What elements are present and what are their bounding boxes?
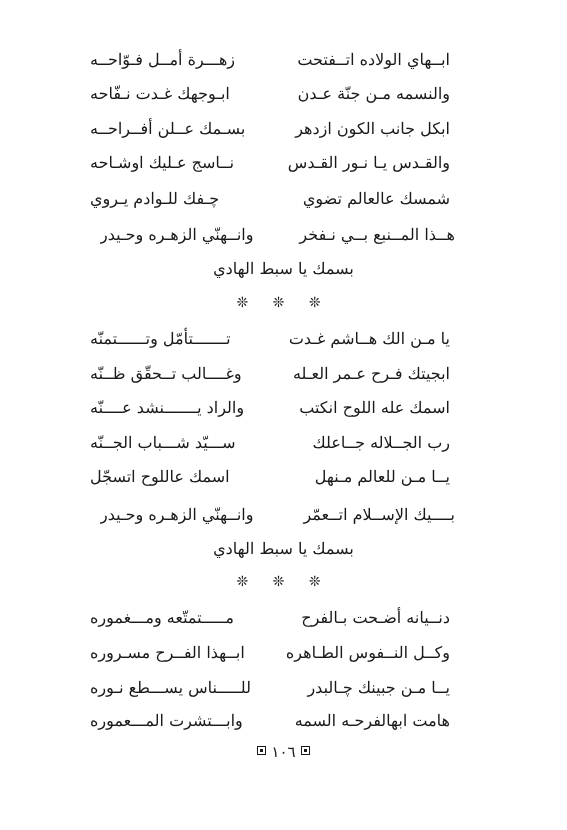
verse-line bbox=[90, 324, 450, 354]
verse-second-hemistich: ابـوجهك غـدت نـفّاحه bbox=[90, 84, 230, 103]
verse-first-hemistich: دنــيانه أضـحت بـالفرح bbox=[301, 608, 450, 627]
verse-second-hemistich: وانــهنّي الزهـره وحـيدر bbox=[100, 505, 254, 524]
verse-line bbox=[90, 114, 450, 144]
verse-first-hemistich: ابجيتك فـرح عـمر العـله bbox=[292, 364, 450, 383]
verse-first-hemistich: وكــل النــفوس الطـاهره bbox=[285, 643, 450, 662]
verse-first-hemistich: بــــيك الإســلام اتــعمّر bbox=[303, 505, 455, 524]
verse-line bbox=[90, 359, 450, 389]
verse-second-hemistich: وانــهنّي الزهـره وحـيدر bbox=[100, 225, 254, 244]
verse-first-hemistich: هــذا المــنبع بــي نـفخر bbox=[299, 225, 455, 244]
refrain-line: بسمك يا سبط الهادي bbox=[213, 539, 354, 558]
verse-first-hemistich: يا مـن الك هــاشم غـدت bbox=[288, 329, 450, 348]
verse-line bbox=[90, 45, 450, 75]
verse-first-hemistich: هامت ابهالفرحـه السمه bbox=[294, 711, 450, 730]
verse-second-hemistich: والراد يـــــــنشد عــــنّه bbox=[90, 398, 245, 417]
verse-second-hemistich: اسمك عاللوح اتسجّل bbox=[90, 467, 230, 486]
verse-first-hemistich: اسمك عله اللوح انكتب bbox=[299, 398, 450, 417]
verse-line bbox=[90, 393, 450, 423]
page-number bbox=[0, 740, 567, 764]
verse-line bbox=[90, 603, 450, 633]
verse-line bbox=[90, 184, 450, 214]
square-ornament-icon bbox=[301, 746, 310, 755]
verse-first-hemistich: يــا مـن جبينك چـالبدر bbox=[307, 678, 450, 697]
verse-second-hemistich: چـفك للـوادم يـروي bbox=[90, 189, 220, 208]
verse-line bbox=[90, 462, 450, 492]
verse-second-hemistich: نــاسج عـليك اوشـاحه bbox=[90, 153, 235, 172]
verse-first-hemistich: والقـدس يـا نـور القـدس bbox=[287, 153, 450, 172]
verse-second-hemistich: ابــهذا الفــرح مسـروره bbox=[90, 643, 245, 662]
verse-first-hemistich: والنسمه مـن جنّة عـدن bbox=[297, 84, 450, 103]
verse-first-hemistich: يــا مـن للعالم مـنهل bbox=[314, 467, 450, 486]
verse-line bbox=[90, 706, 450, 736]
verse-first-hemistich: ابــهاي الولاده اتــفتحت bbox=[297, 50, 450, 69]
verse-first-hemistich: رب الجــلاله جــاعلك bbox=[312, 433, 450, 452]
verse-line bbox=[90, 673, 450, 703]
verse-second-hemistich: مـــــتمتّعه ومـــغموره bbox=[90, 608, 234, 627]
verse-line bbox=[100, 500, 455, 530]
stanza-divider-stars: ❊ ❊ ❊ bbox=[236, 574, 331, 590]
verse-line bbox=[90, 148, 450, 178]
verse-second-hemistich: تـــــــتأمّل وتــــــتمنّه bbox=[90, 329, 231, 348]
verse-first-hemistich: ابكل جانب الكون ازدهر bbox=[295, 119, 450, 138]
verse-second-hemistich: بسـمك عــلن أفــراحــه bbox=[90, 119, 246, 138]
verse-line bbox=[90, 428, 450, 458]
verse-line bbox=[90, 638, 450, 668]
verse-second-hemistich: للـــــناس يســـطع نـوره bbox=[90, 678, 251, 697]
square-ornament-icon bbox=[257, 746, 266, 755]
verse-second-hemistich: ســـيّد شـــباب الجــنّه bbox=[90, 433, 236, 452]
verse-second-hemistich: زهـــرة أمــل فـوّاحــه bbox=[90, 50, 236, 69]
stanza-divider-stars: ❊ ❊ ❊ bbox=[236, 295, 331, 311]
verse-line bbox=[90, 79, 450, 109]
verse-first-hemistich: شمسك عالعالم تضوي bbox=[302, 189, 450, 208]
refrain-line: بسمك يا سبط الهادي bbox=[213, 259, 354, 278]
verse-second-hemistich: وابـــتشرت المـــعموره bbox=[90, 711, 243, 730]
page-number-text: ١٠٦ bbox=[271, 743, 296, 761]
verse-line bbox=[100, 220, 455, 250]
verse-second-hemistich: وغــــالب تــحقّق ظــنّه bbox=[90, 364, 242, 383]
